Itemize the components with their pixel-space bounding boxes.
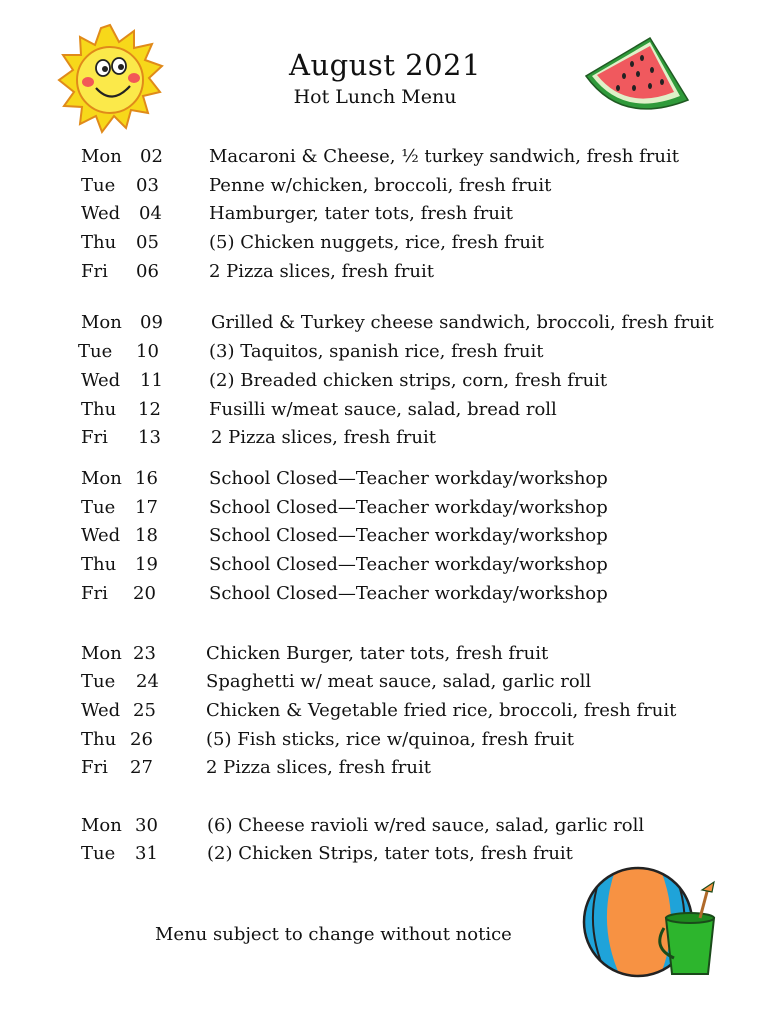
day-name: Thu xyxy=(81,232,117,253)
menu-row xyxy=(0,523,770,549)
beach-ball-and-bucket-icon xyxy=(580,862,730,980)
day-date: 06 xyxy=(136,261,159,282)
day-name: Mon xyxy=(81,146,122,167)
day-name: Tue xyxy=(81,671,116,692)
day-date: 05 xyxy=(136,232,159,253)
menu-row xyxy=(0,259,770,285)
day-name: Fri xyxy=(81,427,108,448)
meal-description: 2 Pizza slices, fresh fruit xyxy=(211,427,436,448)
meal-description: (2) Breaded chicken strips, corn, fresh fruit xyxy=(209,370,608,391)
day-date: 26 xyxy=(130,729,153,750)
menu-row xyxy=(0,698,770,724)
day-name: Thu xyxy=(81,729,117,750)
day-name: Mon xyxy=(81,468,122,489)
meal-description: School Closed—Teacher workday/workshop xyxy=(209,525,608,546)
day-name: Wed xyxy=(81,525,121,546)
menu-row xyxy=(0,397,770,423)
day-name: Thu xyxy=(81,554,117,575)
day-name: Tue xyxy=(81,843,116,864)
meal-description: (5) Fish sticks, rice w/quinoa, fresh fruit xyxy=(206,729,574,750)
meal-description: Macaroni & Cheese, ½ turkey sandwich, fresh fruit xyxy=(209,146,679,167)
day-date: 11 xyxy=(140,370,163,391)
meal-description: Fusilli w/meat sauce, salad, bread roll xyxy=(209,399,557,420)
menu-row xyxy=(0,641,770,667)
day-date: 25 xyxy=(133,700,156,721)
day-name: Tue xyxy=(81,175,116,196)
day-date: 19 xyxy=(135,554,158,575)
day-name: Tue xyxy=(78,341,113,362)
day-date: 03 xyxy=(136,175,159,196)
day-name: Mon xyxy=(81,312,122,333)
day-date: 13 xyxy=(138,427,161,448)
day-date: 10 xyxy=(136,341,159,362)
meal-description: School Closed—Teacher workday/workshop xyxy=(209,554,608,575)
day-date: 16 xyxy=(135,468,158,489)
menu-row xyxy=(0,144,770,170)
footer-note: Menu subject to change without notice xyxy=(155,924,512,945)
day-name: Mon xyxy=(81,815,122,836)
meal-description: 2 Pizza slices, fresh fruit xyxy=(206,757,431,778)
meal-description: Penne w/chicken, broccoli, fresh fruit xyxy=(209,175,552,196)
day-date: 24 xyxy=(136,671,159,692)
day-name: Fri xyxy=(81,583,108,604)
day-date: 18 xyxy=(135,525,158,546)
meal-description: 2 Pizza slices, fresh fruit xyxy=(209,261,434,282)
day-name: Fri xyxy=(81,261,108,282)
day-date: 12 xyxy=(138,399,161,420)
meal-description: (6) Cheese ravioli w/red sauce, salad, garlic roll xyxy=(207,815,645,836)
meal-description: School Closed—Teacher workday/workshop xyxy=(209,583,608,604)
menu-row xyxy=(0,310,770,336)
page-title: August 2021 xyxy=(289,48,481,82)
menu-row xyxy=(0,727,770,753)
day-name: Fri xyxy=(81,757,108,778)
menu-row xyxy=(0,230,770,256)
day-name: Wed xyxy=(81,203,121,224)
meal-description: Hamburger, tater tots, fresh fruit xyxy=(209,203,513,224)
day-date: 04 xyxy=(139,203,162,224)
menu-row xyxy=(0,581,770,607)
day-date: 30 xyxy=(135,815,158,836)
day-name: Wed xyxy=(81,370,121,391)
menu-row xyxy=(0,339,770,365)
menu-row xyxy=(0,813,770,839)
menu-row xyxy=(0,669,770,695)
menu-row xyxy=(0,495,770,521)
day-name: Mon xyxy=(81,643,122,664)
menu-row xyxy=(0,755,770,781)
meal-description: School Closed—Teacher workday/workshop xyxy=(209,497,608,518)
meal-description: Chicken Burger, tater tots, fresh fruit xyxy=(206,643,549,664)
meal-description: (3) Taquitos, spanish rice, fresh fruit xyxy=(209,341,544,362)
meal-description: School Closed—Teacher workday/workshop xyxy=(209,468,608,489)
meal-description: Spaghetti w/ meat sauce, salad, garlic roll xyxy=(206,671,592,692)
day-date: 31 xyxy=(135,843,158,864)
menu-row xyxy=(0,173,770,199)
meal-description: Grilled & Turkey cheese sandwich, broccoli, fresh fruit xyxy=(211,312,714,333)
menu-row xyxy=(0,552,770,578)
day-date: 20 xyxy=(133,583,156,604)
menu-row xyxy=(0,425,770,451)
day-date: 27 xyxy=(130,757,153,778)
meal-description: Chicken & Vegetable fried rice, broccoli, fresh fruit xyxy=(206,700,677,721)
menu-row xyxy=(0,201,770,227)
day-date: 02 xyxy=(140,146,163,167)
day-date: 17 xyxy=(135,497,158,518)
day-name: Tue xyxy=(81,497,116,518)
day-name: Thu xyxy=(81,399,117,420)
meal-description: (5) Chicken nuggets, rice, fresh fruit xyxy=(209,232,544,253)
day-date: 23 xyxy=(133,643,156,664)
menu-row xyxy=(0,466,770,492)
day-name: Wed xyxy=(81,700,121,721)
page-subtitle: Hot Lunch Menu xyxy=(293,86,457,108)
meal-description: (2) Chicken Strips, tater tots, fresh fruit xyxy=(207,843,573,864)
menu-row xyxy=(0,368,770,394)
day-date: 09 xyxy=(140,312,163,333)
